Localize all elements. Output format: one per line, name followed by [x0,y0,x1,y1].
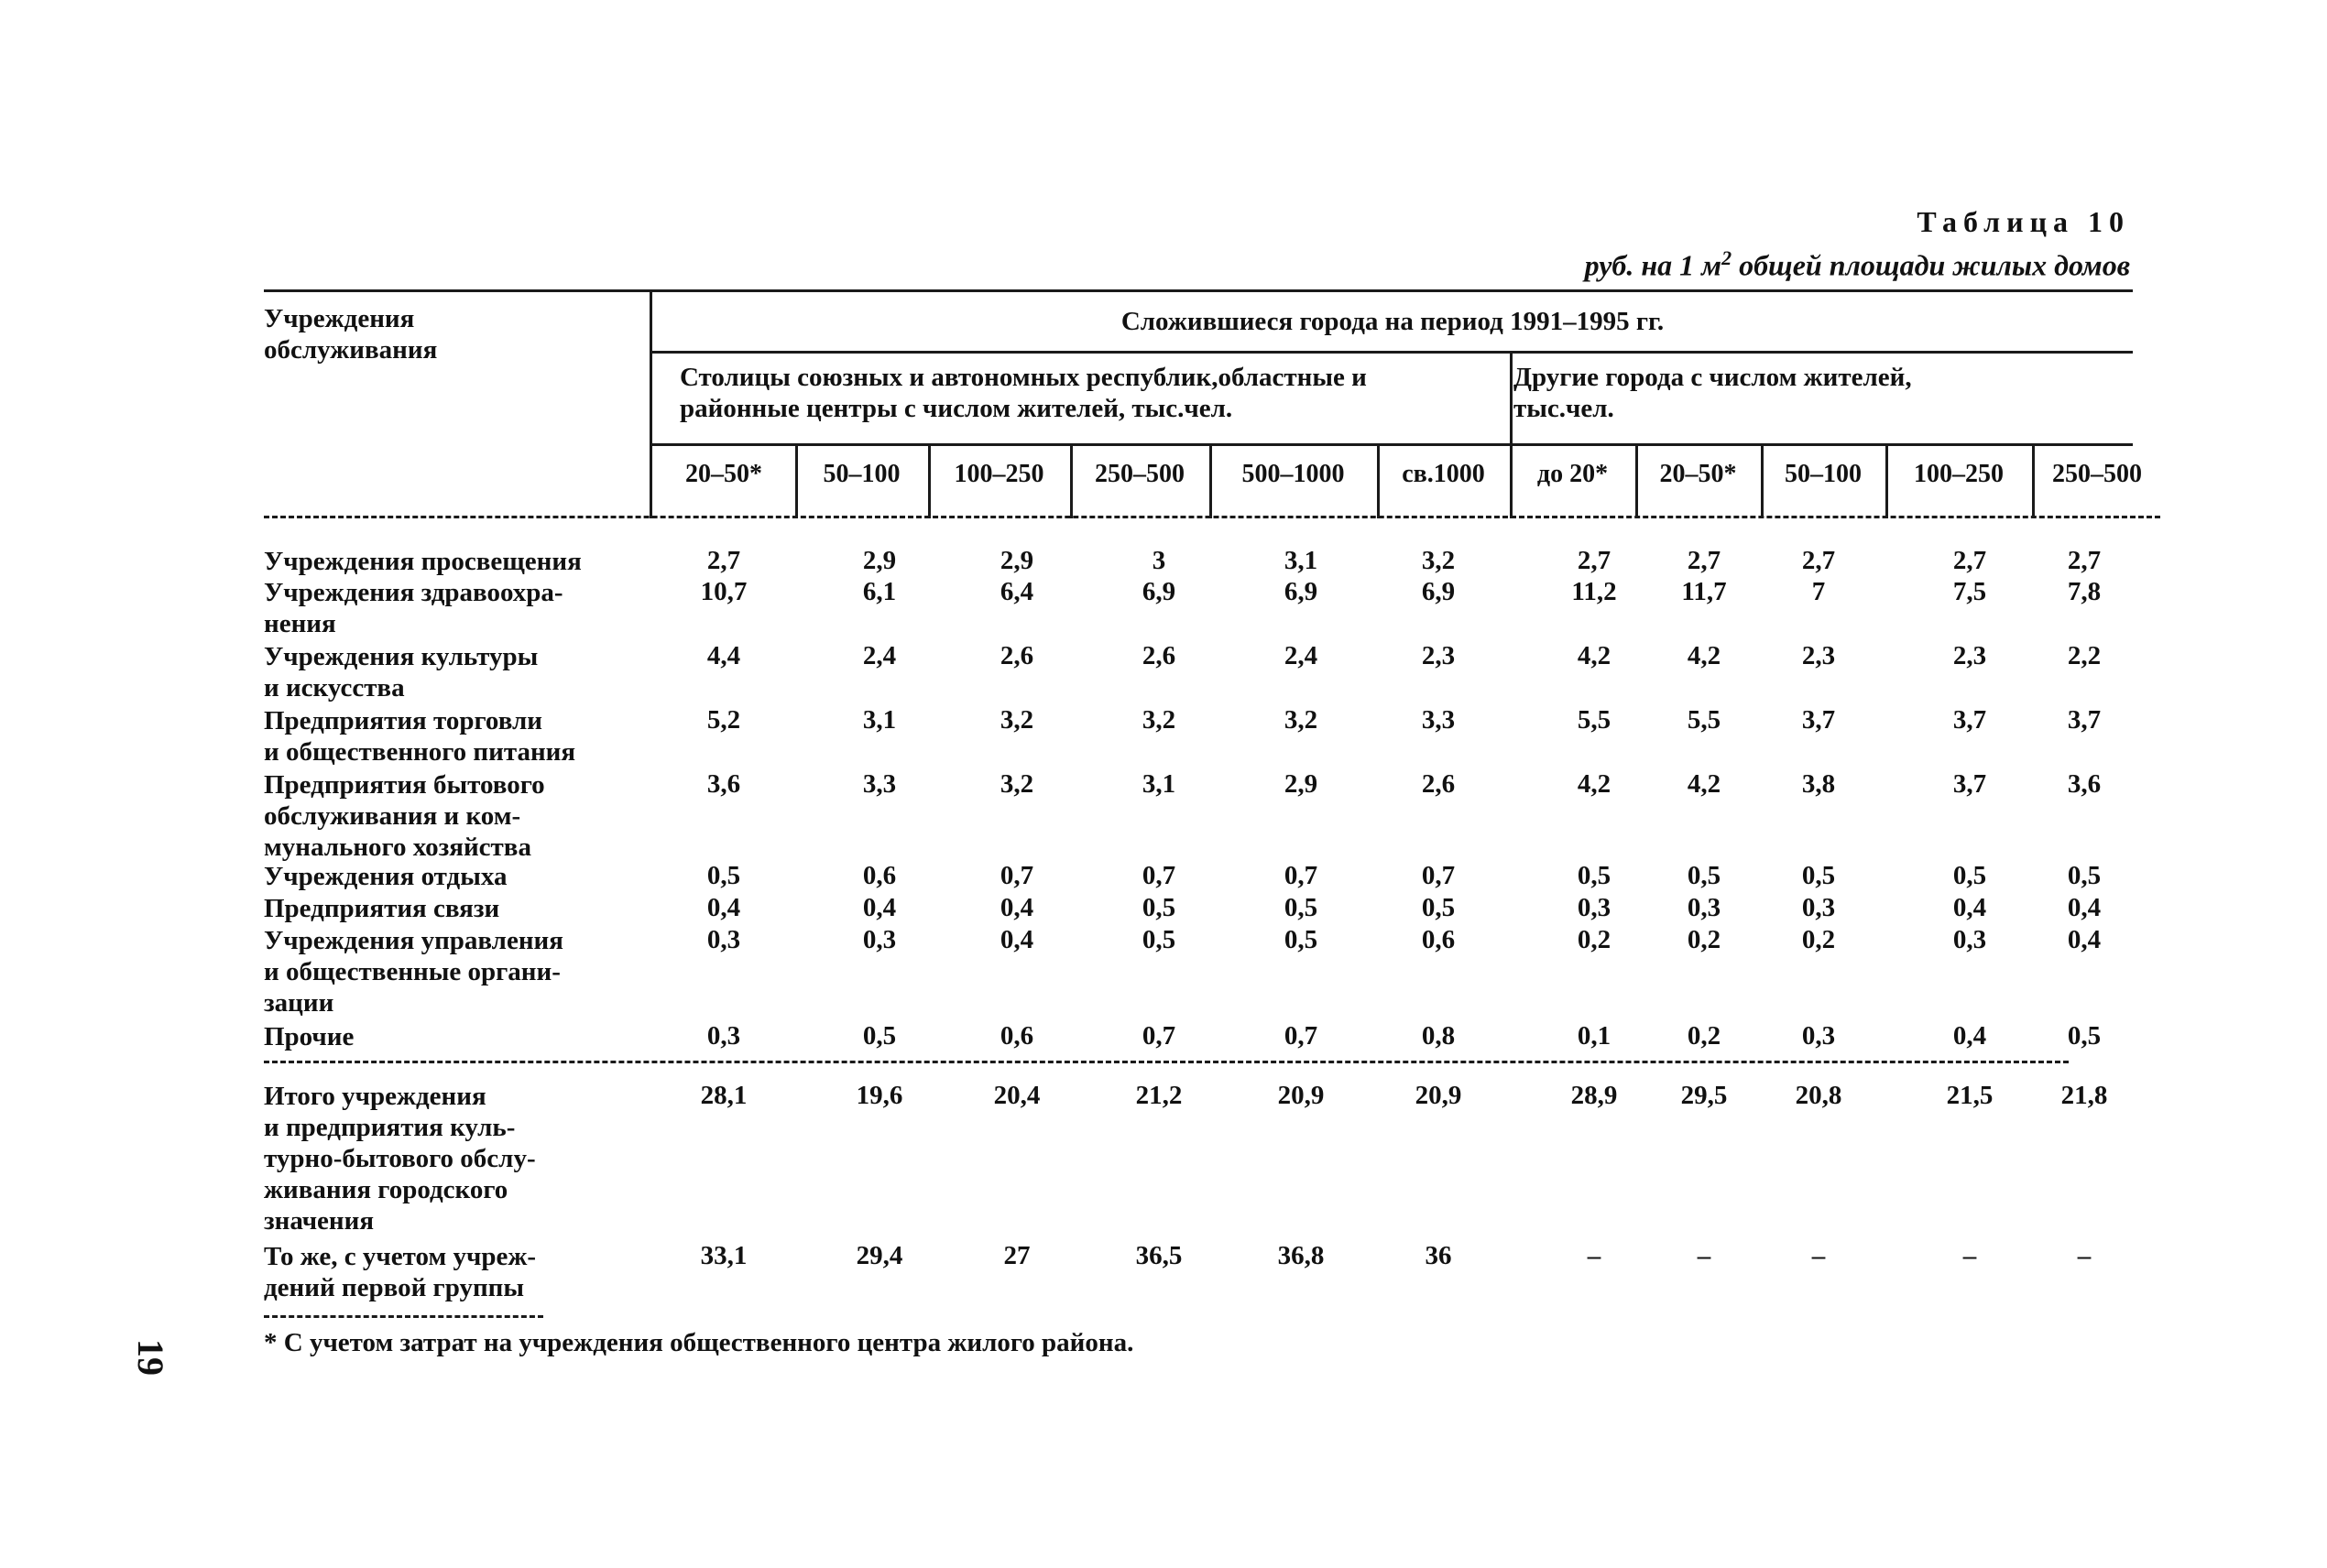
table-cell: – [1587,1241,1601,1270]
table-top-rule [264,289,2133,292]
table-cell: 2,7 [2067,546,2102,575]
table-cell: 28,9 [1570,1081,1618,1110]
table-cell: 0,1 [1577,1021,1611,1051]
table-cell: 2,9 [1000,546,1034,575]
table-cell: 3,7 [1952,769,1987,799]
row-header: Учреждения обслуживания [264,304,438,365]
totals-rule [264,1061,2069,1063]
table-caption [1585,203,2130,284]
table-cell: 5,2 [706,705,741,735]
table-cell: 20,4 [993,1081,1041,1110]
table-cell: 0,3 [1577,893,1611,922]
table-cell: 4,2 [1687,641,1721,670]
main-group-header: Сложившиеся города на период 1991–1995 гг. [1120,307,1665,336]
column-header: 100–250 [1914,460,2004,488]
table-cell: 0,5 [1952,861,1987,890]
table-cell: 2,6 [1000,641,1034,670]
table-cell: 6,9 [1142,577,1176,606]
table-cell: 0,5 [2067,1021,2102,1051]
table-cell: 4,2 [1687,769,1721,799]
table-cell: 7,5 [1952,577,1987,606]
table-cell: 3,2 [1000,705,1034,735]
row-label: То же, с учетом учреж- дений первой группы [264,1242,537,1302]
column-header: 250–500 [2052,460,2142,488]
column-divider [1761,445,1764,518]
table-cell: 7 [1811,577,1826,606]
table-cell: 0,5 [2067,861,2102,890]
table-cell: 0,3 [706,925,741,954]
table-cell: 20,9 [1277,1081,1325,1110]
table-cell: – [1811,1241,1826,1270]
table-cell: 0,3 [706,1021,741,1051]
table-units: руб. на 1 $м^2$ общей площади жилых домов [1584,246,2130,282]
column-header: 50–100 [1785,460,1862,488]
table-cell: 2,4 [1284,641,1318,670]
table-cell: 0,4 [2067,925,2102,954]
table-cell: 2,2 [2067,641,2102,670]
table-cell: 4,4 [706,641,741,670]
column-header: 100–250 [954,460,1044,488]
table-cell: 6,9 [1284,577,1318,606]
table-cell: 36,8 [1277,1241,1325,1270]
table-cell: – [2077,1241,2092,1270]
table-cell: 3 [1152,546,1166,575]
column-header: 250–500 [1095,460,1185,488]
table-cell: 3,1 [862,705,897,735]
page-number: 19 [130,1339,171,1376]
table-cell: 0,5 [1801,861,1836,890]
row-label: Предприятия торговли и общественного питания [264,706,576,767]
row-label: Учреждения просвещения [264,547,582,576]
table-cell: 2,3 [1801,641,1836,670]
table-cell: 3,1 [1142,769,1176,799]
table-cell: 0,2 [1801,925,1836,954]
table-cell: 3,7 [1952,705,1987,735]
table-cell: 2,3 [1421,641,1456,670]
table-cell: 2,6 [1142,641,1176,670]
table-cell: 2,7 [1687,546,1721,575]
table-cell: 0,4 [706,893,741,922]
row-label: Прочие [264,1022,355,1051]
table-cell: 0,7 [1142,861,1176,890]
table-cell: 3,3 [862,769,897,799]
table-cell: 3,3 [1421,705,1456,735]
table-cell: – [1962,1241,1977,1270]
table-cell: 0,7 [1000,861,1034,890]
table-cell: 0,5 [1687,861,1721,890]
table-cell: 0,2 [1687,925,1721,954]
row-label: Итого учреждения и предприятия куль- турно-бытового обслу- живания городского значения [264,1082,536,1236]
column-divider [1377,445,1380,518]
row-label: Предприятия связи [264,894,500,923]
table-cell: 21,2 [1135,1081,1183,1110]
column-divider [2032,445,2035,518]
column-divider [795,445,798,518]
table-cell: 0,6 [1000,1021,1034,1051]
table-cell: 3,2 [1142,705,1176,735]
column-divider [1070,445,1073,518]
table-cell: 29,4 [856,1241,903,1270]
table-cell: 0,4 [2067,893,2102,922]
table-cell: 0,5 [706,861,741,890]
table-cell: 36,5 [1135,1241,1183,1270]
table-cell: 0,8 [1421,1021,1456,1051]
table-cell: 0,5 [1284,893,1318,922]
table-cell: 0,3 [862,925,897,954]
header-bottom-rule [264,516,2160,518]
column-header: 20–50* [685,460,762,488]
table-cell: 0,3 [1687,893,1721,922]
table-cell: 0,4 [1000,893,1034,922]
table-cell: 6,9 [1421,577,1456,606]
table-cell: 0,7 [1142,1021,1176,1051]
table-cell: 21,5 [1946,1081,1994,1110]
table-cell: 0,5 [1142,925,1176,954]
table-cell: 0,4 [1952,1021,1987,1051]
table-cell: 2,4 [862,641,897,670]
table-cell: 2,9 [862,546,897,575]
table-cell: 0,7 [1284,1021,1318,1051]
row-label: Учреждения управления и общественные органи- зации [264,926,563,1018]
table-cell: 2,7 [1577,546,1611,575]
column-divider [1635,445,1638,518]
table-cell: 3,2 [1000,769,1034,799]
table-cell: 10,7 [700,577,748,606]
row-label: Учреждения здравоохра- нения [264,578,563,638]
table-cell: 11,2 [1571,577,1617,606]
table-cell: 0,2 [1577,925,1611,954]
table-cell: 3,7 [2067,705,2102,735]
table-end-rule [264,1315,543,1318]
table-cell: 19,6 [856,1081,903,1110]
table-cell: 3,6 [2067,769,2102,799]
column-header-rule [652,443,2133,446]
table-cell: 0,5 [1142,893,1176,922]
table-cell: 0,4 [862,893,897,922]
table-cell: 4,2 [1577,769,1611,799]
table-cell: 0,7 [1284,861,1318,890]
row-label: Учреждения отдыха [264,862,508,891]
table-cell: 7,8 [2067,577,2102,606]
table-cell: 28,1 [700,1081,748,1110]
table-cell: 3,1 [1284,546,1318,575]
column-header: 500–1000 [1241,460,1345,488]
table-cell: 3,2 [1284,705,1318,735]
group-rule [652,351,2133,354]
column-divider [1885,445,1888,518]
table-cell: 5,5 [1577,705,1611,735]
table-cell: 21,8 [2060,1081,2108,1110]
table-cell: 0,5 [862,1021,897,1051]
table-cell: 4,2 [1577,641,1611,670]
column-header: 50–100 [823,460,901,488]
row-label: Предприятия бытового обслуживания и ком- мунального хозяйства [264,770,545,862]
table-cell: 3,2 [1421,546,1456,575]
row-label: Учреждения культуры и искусства [264,642,539,702]
table-cell: 0,5 [1284,925,1318,954]
table-cell: 0,6 [862,861,897,890]
table-cell: 0,3 [1801,1021,1836,1051]
column-header: 20–50* [1659,460,1737,488]
footnote: * С учетом затрат на учреждения общественного центра жилого района. [264,1328,1134,1357]
table-cell: 29,5 [1680,1081,1728,1110]
table-cell: 2,7 [1801,546,1836,575]
column-divider [1209,445,1212,518]
table-cell: 2,6 [1421,769,1456,799]
table-cell: 6,1 [862,577,897,606]
table-cell: 36 [1425,1241,1452,1270]
table-cell: 0,3 [1952,925,1987,954]
table-cell: 20,9 [1415,1081,1462,1110]
table-cell: 6,4 [1000,577,1034,606]
column-header: до 20* [1536,460,1609,488]
table-cell: 3,8 [1801,769,1836,799]
column-divider [928,445,931,518]
table-cell: 0,6 [1421,925,1456,954]
table-cell: – [1697,1241,1711,1270]
table-cell: 0,4 [1000,925,1034,954]
table-cell: 3,7 [1801,705,1836,735]
group1-header: Столицы союзных и автономных республик,областные и районные центры с числом жителей, тыс.чел. [680,363,1367,423]
table-cell: 2,3 [1952,641,1987,670]
table-cell: 0,5 [1421,893,1456,922]
table-cell: 0,2 [1687,1021,1721,1051]
table-cell: 2,9 [1284,769,1318,799]
table-cell: 5,5 [1687,705,1721,735]
table-cell: 0,3 [1801,893,1836,922]
table-cell: 3,6 [706,769,741,799]
column-header: св.1000 [1402,460,1485,488]
table-cell: 11,7 [1681,577,1727,606]
table-cell: 2,7 [706,546,741,575]
table-cell: 2,7 [1952,546,1987,575]
table-cell: 20,8 [1795,1081,1842,1110]
table-cell: 33,1 [700,1241,748,1270]
table-cell: 0,7 [1421,861,1456,890]
table-cell: 27 [1003,1241,1031,1270]
table-cell: 0,5 [1577,861,1611,890]
column-divider [1510,445,1513,518]
group2-header: Другие города с числом жителей, тыс.чел. [1513,363,1912,423]
table-title: Таблица 10 [1917,205,2130,238]
table-cell: 0,4 [1952,893,1987,922]
